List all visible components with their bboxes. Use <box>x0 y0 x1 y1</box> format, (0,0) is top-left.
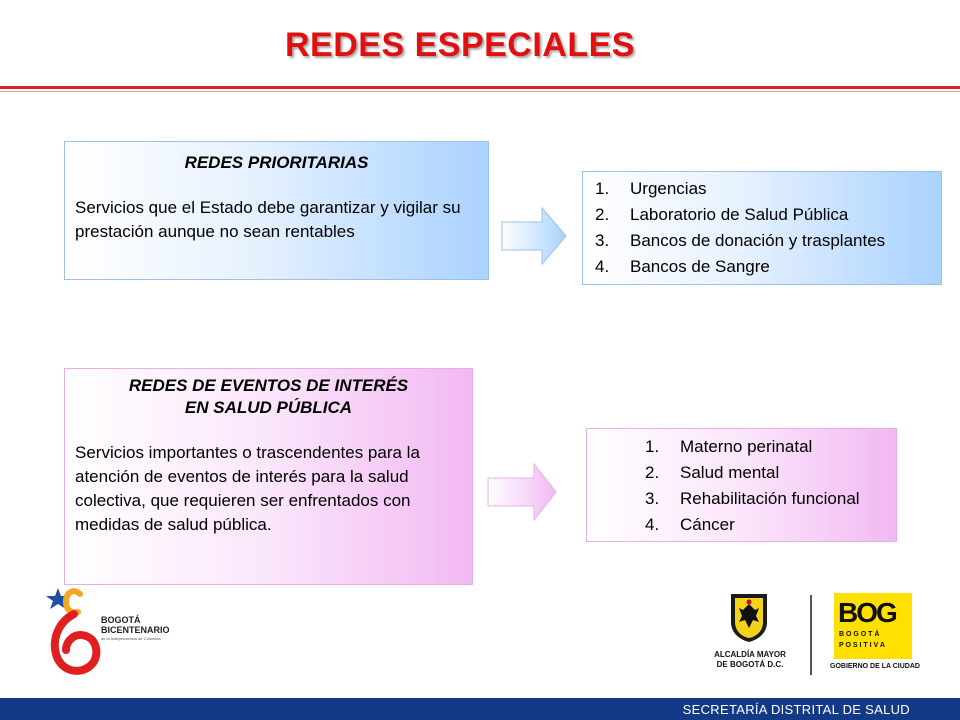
prioritarias-list-box <box>582 171 942 285</box>
bicentenario-line2: BICENTENARIO <box>101 625 170 635</box>
title-rule <box>0 86 960 89</box>
prioritarias-description: Servicios que el Estado debe garantizar y vigilar su prestación aunque no sean rentables <box>75 198 461 241</box>
alcaldia-logo <box>705 592 795 682</box>
prioritarias-heading: REDES PRIORITARIAS <box>184 153 369 172</box>
bog-caption: GOBIERNO DE LA CIUDAD <box>830 663 920 670</box>
prioritarias-box <box>64 141 489 280</box>
alcaldia-line2: DE BOGOTÁ D.C. <box>716 660 784 669</box>
bog-line2: P O S I T I V A <box>839 642 885 649</box>
list-item: 2. Salud mental <box>645 463 780 482</box>
bicentenario-line3: de la Independencia de Colombia <box>101 636 161 641</box>
bog-mark: BOG <box>838 597 896 628</box>
list-item: 4. Cáncer <box>645 515 735 534</box>
prioritarias-list <box>595 176 941 280</box>
footer-text: SECRETARÍA DISTRITAL DE SALUD <box>682 702 910 717</box>
title-rule-thin <box>0 91 960 92</box>
bicentenario-line1: BOGOTÁ <box>101 615 141 625</box>
alcaldia-line1: ALCALDÍA MAYOR <box>714 650 786 659</box>
list-item: 3. Rehabilitación funcional <box>645 489 860 508</box>
eventos-box <box>64 368 473 585</box>
list-item: 4. Bancos de Sangre <box>595 257 770 276</box>
right-arrow-icon <box>486 462 560 522</box>
list-item: 1. Materno perinatal <box>645 437 813 456</box>
bicentenario-emblem-icon <box>44 582 104 682</box>
eventos-list <box>645 434 896 538</box>
page-title: REDES ESPECIALES <box>285 26 635 64</box>
eventos-description: Servicios importantes o trascendentes para la atención de eventos de interés para la salud colectiva, que requieren ser enfrentados con medidas de salud pública. <box>75 443 420 534</box>
list-item: 3. Bancos de donación y trasplantes <box>595 231 886 250</box>
bogota-coat-of-arms-icon <box>729 592 769 644</box>
right-arrow-icon <box>500 206 570 266</box>
bicentenario-logo <box>44 582 184 682</box>
eventos-heading-line1: REDES DE EVENTOS DE INTERÉS <box>128 376 409 395</box>
logo-divider <box>810 595 812 675</box>
bog-badge <box>834 593 912 659</box>
list-item: 1. Urgencias <box>595 179 707 198</box>
list-item: 2. Laboratorio de Salud Pública <box>595 205 849 224</box>
bog-line1: B O G O T Á <box>839 631 880 638</box>
bog-positiva-logo <box>830 593 920 679</box>
footer-bar <box>0 698 960 720</box>
eventos-heading-line2: EN SALUD PÚBLICA <box>184 398 353 417</box>
eventos-list-box <box>586 428 897 542</box>
